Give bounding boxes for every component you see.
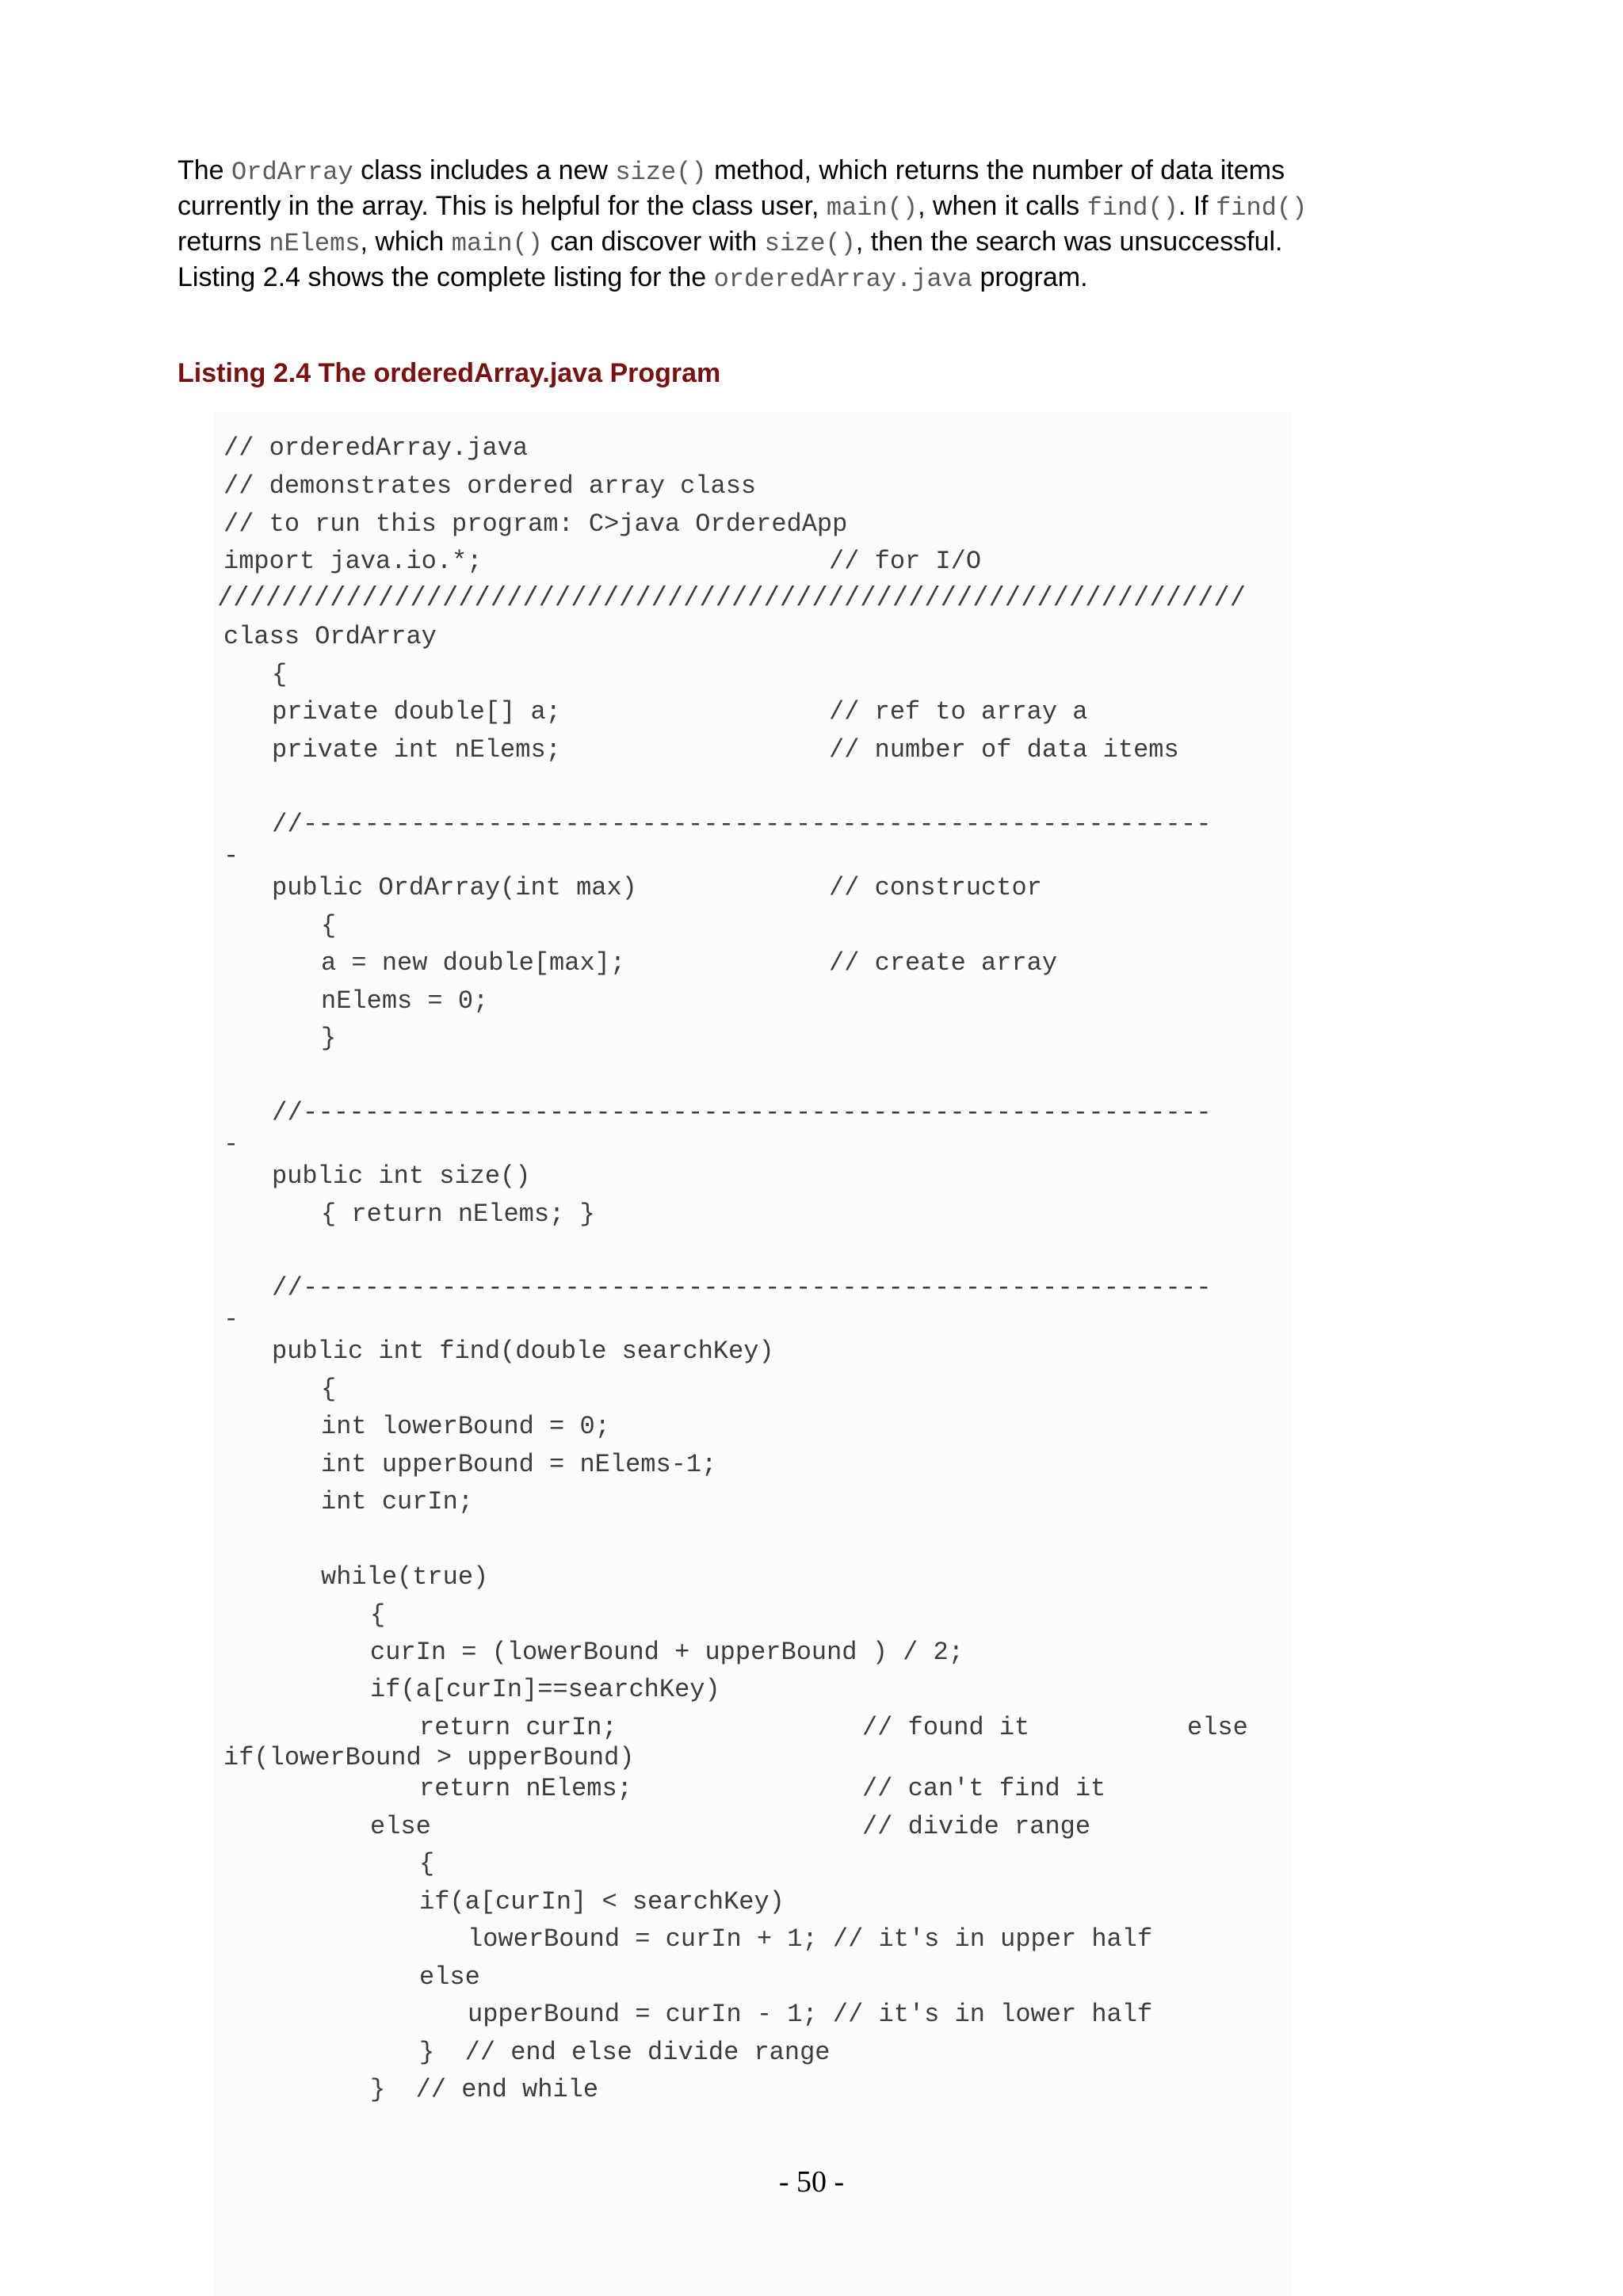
intro-text: method, which returns the number of data items currently in the array. This is helpful for the class user, bbox=[178, 155, 1285, 221]
code-line: else bbox=[419, 1962, 480, 1992]
code-comment: // create array bbox=[829, 948, 1058, 978]
intro-text: can discover with bbox=[542, 227, 765, 257]
inline-code: size() bbox=[615, 158, 707, 187]
code-line: a = new double[max]; bbox=[321, 948, 626, 978]
code-line: upperBound = curIn - 1; // it's in lower half bbox=[468, 2000, 1153, 2029]
code-line: class OrdArray bbox=[223, 622, 437, 651]
code-separator: - bbox=[223, 1130, 239, 1159]
inline-code: find() bbox=[1086, 193, 1178, 223]
inline-code: nElems bbox=[269, 229, 361, 258]
code-line: // demonstrates ordered array class bbox=[223, 471, 757, 501]
code-line: private double[] a; bbox=[272, 697, 561, 727]
code-line: } // end while bbox=[370, 2075, 599, 2104]
code-line: { bbox=[321, 911, 337, 940]
code-line: nElems = 0; bbox=[321, 986, 489, 1016]
code-separator: //////////////////////////////////////////////////////////////// bbox=[217, 584, 1247, 614]
code-line: else bbox=[370, 1812, 431, 1841]
code-comment: // for I/O bbox=[829, 547, 982, 576]
code-line: if(lowerBound > upperBound) bbox=[223, 1743, 635, 1772]
code-line: return nElems; bbox=[419, 1774, 632, 1803]
inline-code: OrdArray bbox=[231, 158, 353, 187]
code-line: int lowerBound = 0; bbox=[321, 1412, 610, 1441]
code-comment: // ref to array a bbox=[829, 697, 1088, 727]
code-line: lowerBound = curIn + 1; // it's in upper half bbox=[468, 1924, 1153, 1954]
code-line: public OrdArray(int max) bbox=[272, 873, 637, 902]
code-line: public int find(double searchKey) bbox=[272, 1337, 774, 1366]
intro-text: , which bbox=[360, 227, 452, 257]
code-separator: //----------------------------------------------------------- bbox=[272, 1273, 1212, 1302]
code-line: import java.io.*; bbox=[223, 547, 483, 576]
code-line: } bbox=[321, 1024, 337, 1053]
code-line: { return nElems; } bbox=[321, 1199, 595, 1229]
code-separator: - bbox=[223, 1305, 239, 1334]
code-line: } // end else divide range bbox=[419, 2038, 831, 2067]
code-line: { bbox=[419, 1849, 435, 1878]
inline-code: size() bbox=[764, 229, 856, 258]
code-line: if(a[curIn]==searchKey) bbox=[370, 1675, 720, 1704]
code-line: { bbox=[321, 1375, 337, 1404]
code-comment: // found it bbox=[862, 1713, 1030, 1742]
code-line: if(a[curIn] < searchKey) bbox=[419, 1887, 785, 1917]
code-line: int upperBound = nElems-1; bbox=[321, 1450, 717, 1479]
code-line: int curIn; bbox=[321, 1487, 474, 1516]
code-line: curIn = (lowerBound + upperBound ) / 2; bbox=[370, 1638, 964, 1667]
intro-text: , then the search was unsuccessful. Listing 2.4 shows the complete listing for the bbox=[178, 227, 1283, 292]
code-line: // orderedArray.java bbox=[223, 433, 529, 463]
code-line: return curIn; bbox=[419, 1713, 617, 1742]
listing-title: Listing 2.4 The orderedArray.java Program bbox=[178, 358, 721, 388]
code-comment: // constructor bbox=[829, 873, 1042, 902]
code-separator: - bbox=[223, 841, 239, 871]
inline-code: main() bbox=[451, 229, 543, 258]
code-line: private int nElems; bbox=[272, 735, 561, 765]
intro-text: , when it calls bbox=[918, 191, 1087, 221]
code-comment: // divide range bbox=[862, 1812, 1091, 1841]
code-line: else bbox=[1187, 1713, 1248, 1742]
intro-text: The bbox=[178, 155, 232, 185]
code-separator: //----------------------------------------------------------- bbox=[272, 810, 1212, 839]
intro-text: . If bbox=[1178, 191, 1216, 221]
inline-code: find() bbox=[1216, 193, 1308, 223]
code-separator: //----------------------------------------------------------- bbox=[272, 1098, 1212, 1127]
intro-text: program. bbox=[972, 262, 1088, 292]
code-line: public int size() bbox=[272, 1161, 531, 1191]
inline-code: orderedArray.java bbox=[713, 265, 973, 294]
intro-paragraph bbox=[178, 154, 1319, 296]
code-comment: // number of data items bbox=[829, 735, 1179, 765]
code-line: // to run this program: C>java OrderedApp bbox=[223, 509, 848, 539]
inline-code: main() bbox=[826, 193, 918, 223]
code-comment: // can't find it bbox=[862, 1774, 1106, 1803]
code-line: while(true) bbox=[321, 1562, 489, 1592]
page-number: - 50 - bbox=[778, 2165, 845, 2199]
code-line: { bbox=[370, 1600, 386, 1630]
intro-text: returns bbox=[178, 227, 269, 257]
code-line: { bbox=[272, 660, 288, 689]
intro-text: class includes a new bbox=[353, 155, 616, 185]
